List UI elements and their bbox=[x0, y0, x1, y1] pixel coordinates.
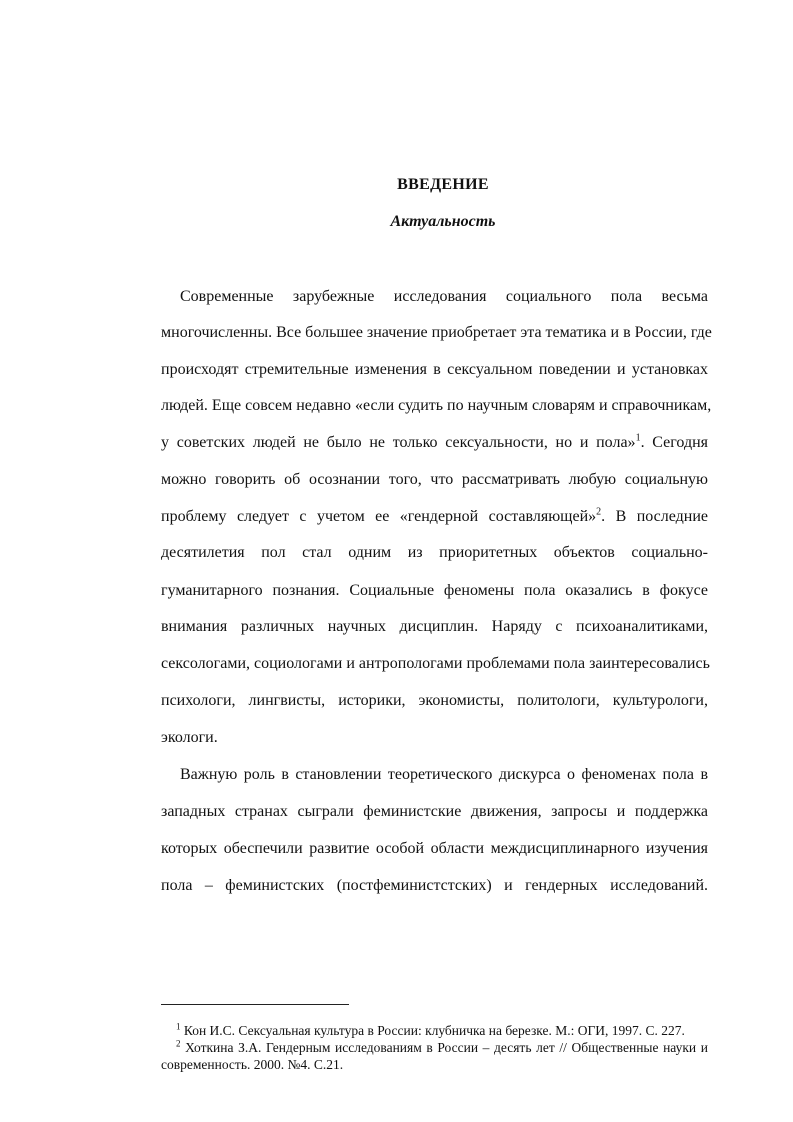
body-line: происходят стремительные изменения в сексуальном поведении и установках bbox=[161, 361, 708, 378]
body-line: многочисленны. Все большее значение приобретает эта тематика и в России, где bbox=[161, 324, 712, 341]
footnote-ref: 2 bbox=[596, 506, 602, 518]
body-line-text: . В последние bbox=[601, 508, 709, 525]
body-line bbox=[161, 432, 708, 454]
body-line-text: проблему следует с учетом ее «гендерной составляющей» bbox=[161, 508, 597, 525]
body-line: внимания различных научных дисциплин. Наряду с психоаналитиками, bbox=[161, 618, 708, 635]
body-line: десятилетия пол стал одним из приоритетных объектов социально- bbox=[161, 544, 708, 561]
body-line bbox=[161, 506, 708, 528]
footnote-mark: 2 bbox=[176, 1038, 181, 1049]
body-line: экологи. bbox=[161, 729, 218, 746]
footnote-mark: 1 bbox=[176, 1021, 181, 1032]
footnote-2 bbox=[161, 1039, 708, 1056]
body-line-text: у советских людей не было не только сексуальности, но и пола» bbox=[161, 434, 636, 451]
footnote-text: Кон И.С. Сексуальная культура в России: клубничка на березке. М.: ОГИ, 1997. С. 227. bbox=[180, 1023, 685, 1038]
body-line: гуманитарного познания. Социальные феномены пола оказались в фокусе bbox=[161, 582, 708, 599]
footnote-ref: 1 bbox=[635, 432, 641, 444]
body-line: которых обеспечили развитие особой области междисциплинарного изучения bbox=[161, 840, 708, 857]
footnote-separator bbox=[161, 1004, 349, 1005]
body-line: пола – феминистских (постфеминистстских) и гендерных исследований. bbox=[161, 877, 708, 894]
body-line: можно говорить об осознании того, что рассматривать любую социальную bbox=[161, 471, 708, 488]
footnote-2-cont: современность. 2000. №4. С.21. bbox=[161, 1057, 344, 1072]
page-title: ВВЕДЕНИЕ bbox=[397, 176, 489, 193]
body-line: западных странах сыграли феминистские движения, запросы и поддержка bbox=[161, 803, 708, 820]
body-line: Современные зарубежные исследования социального пола весьма bbox=[180, 288, 708, 305]
body-line: людей. Еще совсем недавно «если судить по научным словарям и справочникам, bbox=[161, 397, 712, 414]
footnote-1 bbox=[161, 1022, 708, 1039]
body-line-text: . Сегодня bbox=[640, 434, 709, 451]
body-line: психологи, лингвисты, историки, экономисты, политологи, культурологи, bbox=[161, 692, 708, 709]
section-subtitle: Актуальность bbox=[390, 213, 496, 230]
footnote-text: Хоткина З.А. Гендерным исследованиям в России – десять лет // Общественные науки и bbox=[180, 1040, 708, 1055]
body-line: Важную роль в становлении теоретического дискурса о феноменах пола в bbox=[180, 766, 708, 783]
body-line: сексологами, социологами и антропологами проблемами пола заинтересовались bbox=[161, 655, 710, 672]
